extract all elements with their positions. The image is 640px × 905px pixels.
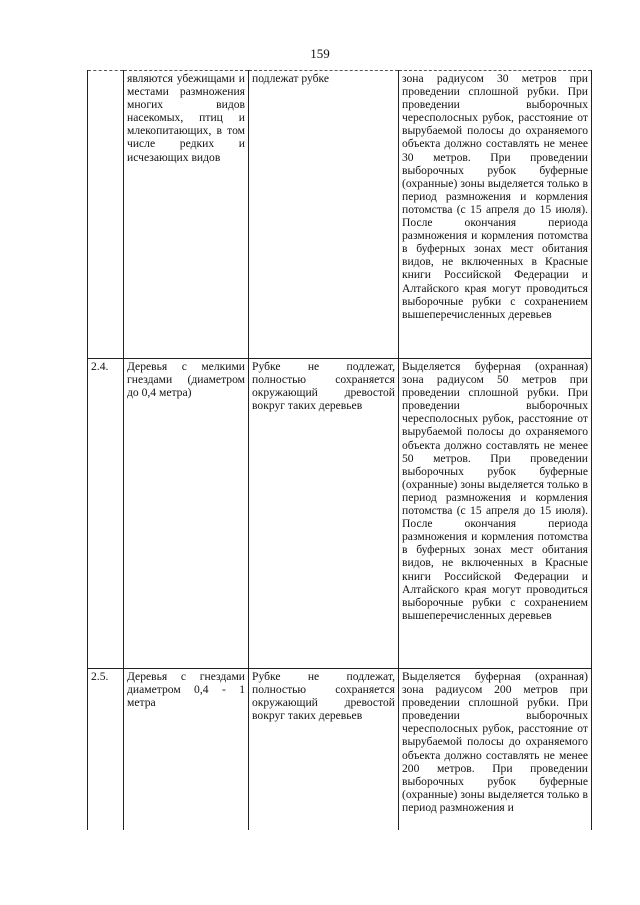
protected-object-cell: Деревья с гнездами диаметром 0,4 - 1 метра: [124, 669, 249, 831]
protected-object-cell: являются убежищами и местами размножения многих видов насекомых, птиц и млекопитающих, в том числе редких и исчезающих видов: [124, 71, 249, 359]
logging-restriction-cell: Рубке не подлежат, полностью сохраняется окружающий древостой вокруг таких деревьев: [249, 669, 399, 831]
row-number-cell: 2.4.: [88, 359, 124, 669]
table-row: [88, 71, 592, 359]
row-number-cell: 2.5.: [88, 669, 124, 831]
buffer-zone-requirement-cell: Выделяется буферная (охранная) зона радиусом 200 метров при проведении сплошной рубки. При проведении выборочных чересполосных рубок, расстояние от вырубаемой полосы до охраняемого объекта должно составлять не менее 200 метров. При проведении выборочных рубок буферные (охранные) зоны выделяется только в период размножения и: [399, 669, 592, 831]
regulation-table: [87, 70, 592, 830]
page-number: 159: [310, 46, 330, 61]
buffer-zone-requirement-cell: Выделяется буферная (охранная) зона радиусом 50 метров при проведении сплошной рубки. При проведении выборочных чересполосных рубок, расстояние от вырубаемой полосы до охраняемого объекта должно составлять не менее 50 метров. При проведении выборочных рубок буферные (охранные) зоны выделяется только в период размножения и кормления потомства (с 15 апреля до 15 июля). После окончания периода размножения и кормления потомства в буферных зонах мест обитания видов, не включенных в Красные книги Российской Федерации и Алтайского края могут проводиться выборочные рубки с сохранением вышеперечисленных деревьев: [399, 359, 592, 669]
table-row: [88, 359, 592, 669]
row-number-cell: [88, 71, 124, 359]
buffer-zone-requirement-cell: зона радиусом 30 метров при проведении сплошной рубки. При проведении выборочных чересполосных рубок, расстояние от вырубаемой полосы до охраняемого объекта должно составлять не менее 30 метров. При проведении выборочных рубок буферные (охранные) зоны выделяется только в период размножения и кормления потомства (с 15 апреля до 15 июля). После окончания периода размножения и кормления потомства в буферных зонах мест обитания видов, не включенных в Красные книги Российской Федерации и Алтайского края могут проводиться выборочные рубки с сохранением вышеперечисленных деревьев: [399, 71, 592, 359]
protected-object-cell: Деревья с мелкими гнездами (диаметром до 0,4 метра): [124, 359, 249, 669]
logging-restriction-cell: подлежат рубке: [249, 71, 399, 359]
table-row: [88, 669, 592, 831]
logging-restriction-cell: Рубке не подлежат, полностью сохраняется окружающий древостой вокруг таких деревьев: [249, 359, 399, 669]
